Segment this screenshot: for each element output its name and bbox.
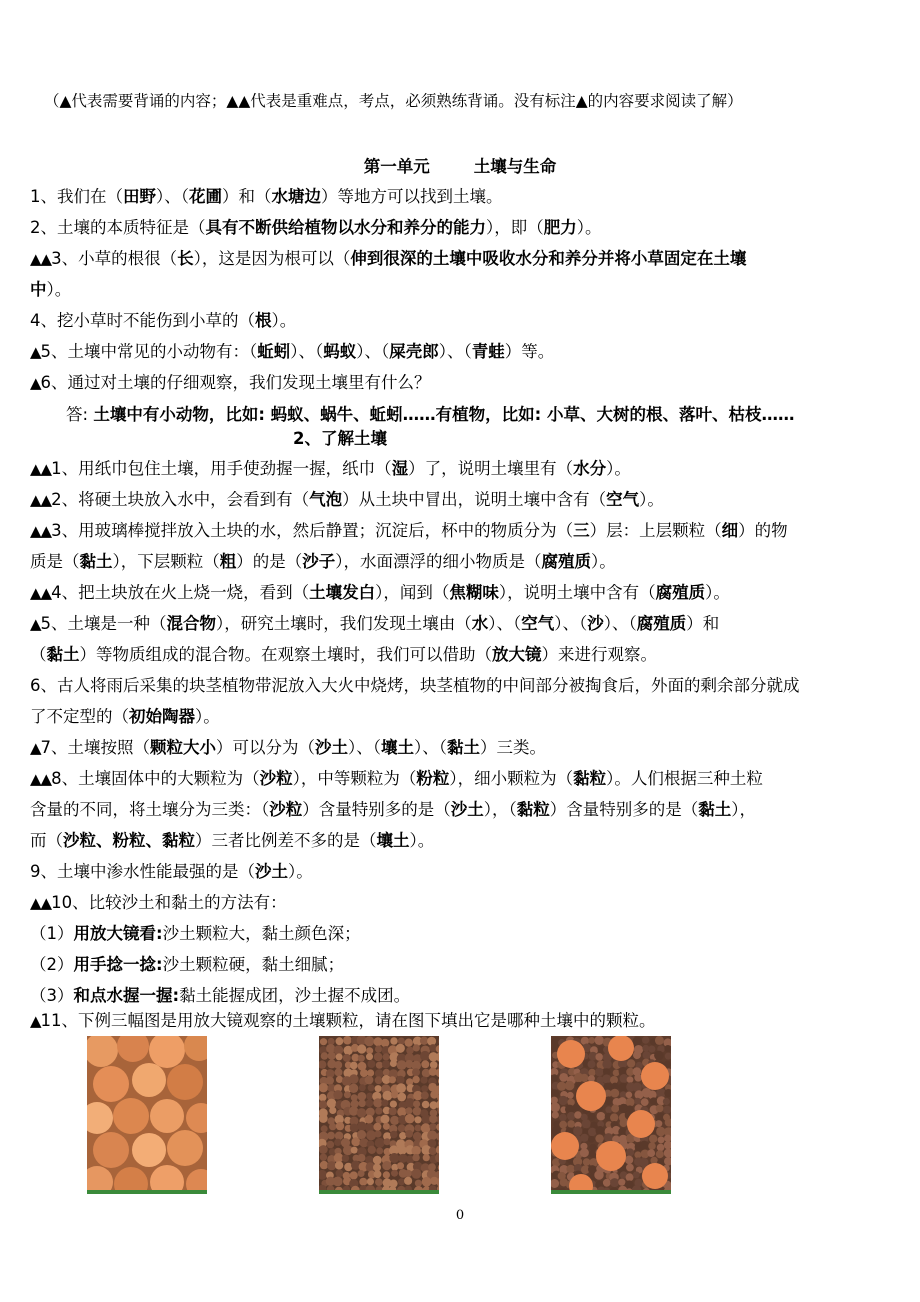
clay-soil-image: [319, 1036, 439, 1194]
sec2-item-10: ▲▲10、比较沙土和黏土的方法有：: [30, 893, 287, 912]
sec2-item-8-cont2: 而（沙粒、粉粒、黏粒）三者比例差不多的是（壤土）。: [30, 831, 435, 850]
method-3: （3）和点水握一握:黏土能握成团，沙土握不成团。: [30, 986, 411, 1005]
legend-note: （▲代表需要背诵的内容；▲▲代表是重难点，考点，必须熟练背诵。没有标注▲的内容要求阅读了解）: [44, 92, 743, 110]
item-1: 1、我们在（田野）、（花圃）和（水塘边）等地方可以找到土壤。: [30, 187, 503, 206]
sec2-item-6-cont: 了不定型的（初始陶器）。: [30, 707, 220, 726]
item-3-cont: 中）。: [30, 280, 72, 299]
unit-name: 土壤与生命: [473, 157, 557, 176]
unit-title: [0, 157, 920, 177]
item-2: 2、土壤的本质特征是（具有不断供给植物以水分和养分的能力），即（肥力）。: [30, 218, 602, 237]
item-6: ▲6、通过对土壤的仔细观察，我们发现土壤里有什么？: [30, 373, 431, 392]
item-3: ▲▲3、小草的根很（长），这是因为根可以（伸到很深的土壤中吸收水分和养分并将小草固定在土壤: [30, 249, 747, 268]
sec2-item-8-cont: 含量的不同，将土壤分为三类：（沙粒）含量特别多的是（沙土），（黏粒）含量特别多的是（黏土），: [30, 800, 756, 819]
page-number: 0: [455, 1208, 465, 1223]
item-4: 4、挖小草时不能伤到小草的（根）。: [30, 311, 297, 330]
method-1: （1）用放大镜看:沙土颗粒大，黏土颜色深；: [30, 924, 361, 943]
sec2-item-1: ▲▲1、用纸巾包住土壤，用手使劲握一握，纸巾（湿）了，说明土壤里有（水分）。: [30, 459, 631, 478]
sec2-item-9: 9、土壤中渗水性能最强的是（沙土）。: [30, 862, 313, 881]
sec2-item-5: ▲5、土壤是一种（混合物），研究土壤时，我们发现土壤由（水）、（空气）、（沙）、（腐殖质）和: [30, 614, 720, 633]
item-5: ▲5、土壤中常见的小动物有：（蚯蚓）、（蚂蚁）、（屎壳郎）、（青蛙）等。: [30, 342, 555, 361]
sec2-item-11: ▲11、下例三幅图是用放大镜观察的土壤颗粒，请在图下填出它是哪种土壤中的颗粒。: [30, 1011, 656, 1030]
sec2-item-3: ▲▲3、用玻璃棒搅拌放入土块的水，然后静置；沉淀后，杯中的物质分为（三）层：上层颗粒（细）的物: [30, 521, 788, 540]
section-2-title: 2、了解土壤: [293, 429, 387, 448]
sec2-item-5-cont: （黏土）等物质组成的混合物。在观察土壤时，我们可以借助（放大镜）来进行观察。: [30, 645, 657, 664]
unit-number: 第一单元: [363, 157, 430, 176]
sec2-item-6: 6、古人将雨后采集的块茎植物带泥放入大火中烧烤，块茎植物的中间部分被掏食后，外面的剩余部分就成: [30, 676, 800, 695]
method-2: （2）用手捻一捻:沙土颗粒硬，黏土细腻；: [30, 955, 345, 974]
item-6-answer: 答: 土壤中有小动物，比如: 蚂蚁、蜗牛、蚯蚓……有植物，比如: 小草、大树的根、落叶、枯枝……: [66, 405, 795, 424]
sandy-soil-image: [87, 1036, 207, 1194]
sec2-item-4: ▲▲4、把土块放在火上烧一烧，看到（土壤发白），闻到（焦糊味），说明土壤中含有（腐殖质）。: [30, 583, 730, 602]
sec2-item-2: ▲▲2、将硬土块放入水中，会看到有（气泡）从土块中冒出，说明土壤中含有（空气）。: [30, 490, 664, 509]
loam-soil-image: [551, 1036, 671, 1194]
sec2-item-8: ▲▲8、土壤固体中的大颗粒为（沙粒），中等颗粒为（粉粒），细小颗粒为（黏粒）。人们根据三种土粒: [30, 769, 763, 788]
sec2-item-3-cont: 质是（黏土），下层颗粒（粗）的是（沙子），水面漂浮的细小物质是（腐殖质）。: [30, 552, 616, 571]
sec2-item-7: ▲7、土壤按照（颗粒大小）可以分为（沙土）、（壤土）、（黏土）三类。: [30, 738, 547, 757]
